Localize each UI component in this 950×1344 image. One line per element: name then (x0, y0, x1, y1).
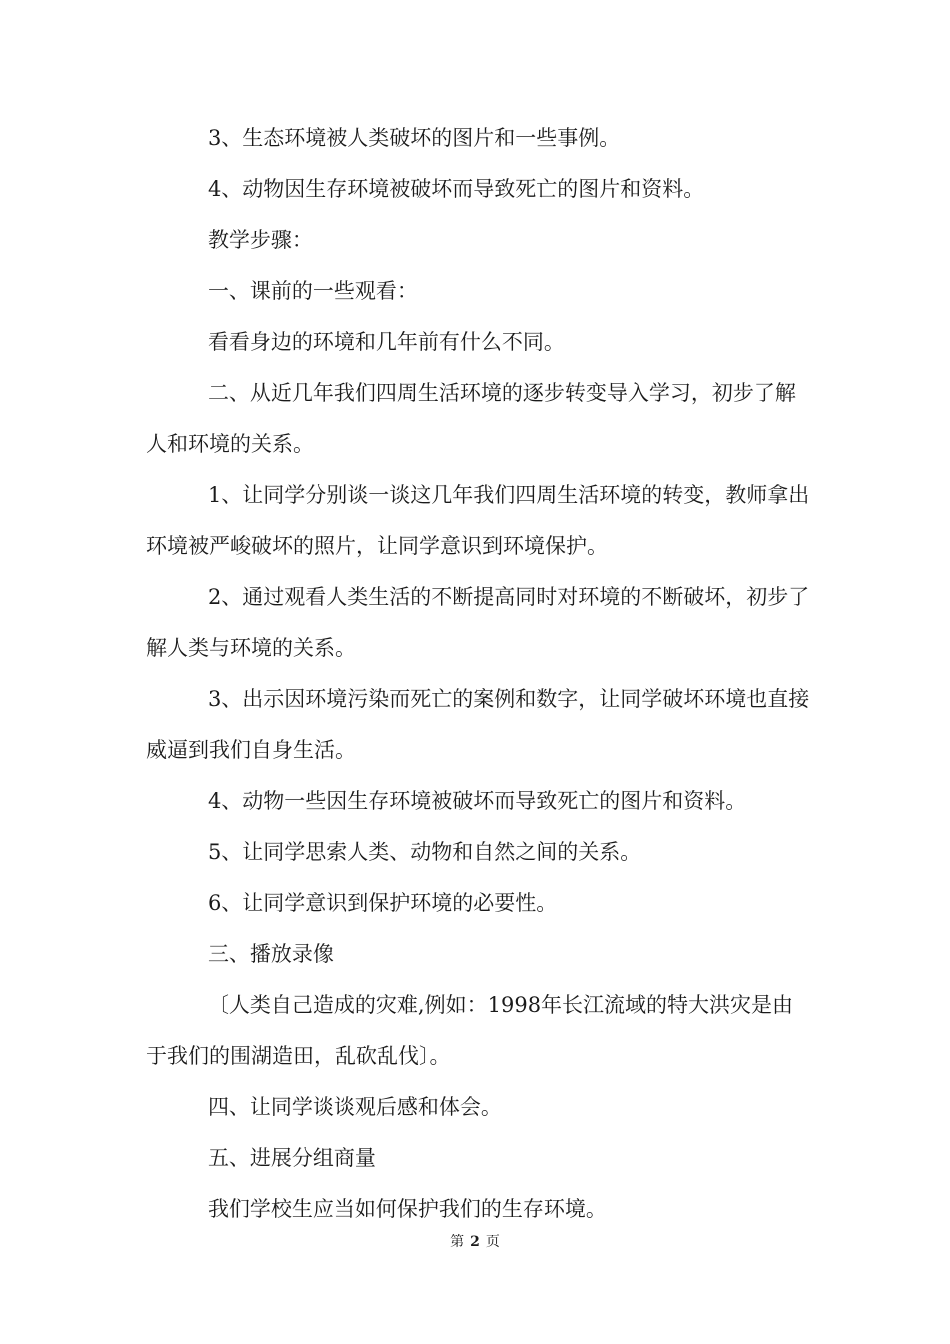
paragraph: 看看身边的环境和几年前有什么不同。 (207, 330, 565, 354)
paragraph: 四、让同学谈谈观后感和体会。 (207, 1095, 502, 1119)
paragraph: 2、通过观看人类生活的不断提高同时对环境的不断破坏，初步了解人类与环境的关系。 (146, 585, 810, 660)
paragraph: 教学步骤： (207, 228, 313, 252)
footer-suffix: 页 (485, 1234, 500, 1250)
paragraph: 二、从近几年我们四周生活环境的逐步转变导入学习，初步了解人和环境的关系。 (146, 381, 796, 456)
paragraph: 五、进展分组商量 (207, 1146, 376, 1170)
paragraph: 4、动物一些因生存环境被破坏而导致死亡的图片和资料。 (207, 789, 747, 813)
paragraph: 一、课前的一些观看： (207, 279, 418, 303)
paragraph: 我们学校生应当如何保护我们的生存环境。 (207, 1197, 607, 1221)
footer-prefix: 第 (450, 1234, 465, 1250)
paragraph: 4、动物因生存环境被破坏而导致死亡的图片和资料。 (207, 177, 705, 201)
paragraph: 6、让同学意识到保护环境的必要性。 (207, 891, 558, 915)
paragraph: 3、生态环境被人类破坏的图片和一些事例。 (207, 126, 621, 150)
paragraph: 1、让同学分别谈一谈这几年我们四周生活环境的转变，教师拿出环境被严峻破坏的照片，让同学意识到环境保护。 (146, 483, 810, 558)
paragraph: 〔人类自己造成的灾难,例如：1998年长江流域的特大洪灾是由于我们的围湖造田，乱砍乱伐〕。 (146, 993, 794, 1068)
page-footer (0, 1231, 950, 1251)
paragraph: 3、出示因环境污染而死亡的案例和数字，让同学破坏环境也直接威逼到我们自身生活。 (146, 687, 810, 762)
page-number: 2 (470, 1234, 480, 1250)
paragraph: 5、让同学思索人类、动物和自然之间的关系。 (207, 840, 642, 864)
paragraph: 三、播放录像 (207, 942, 334, 966)
document-body (146, 113, 810, 1235)
